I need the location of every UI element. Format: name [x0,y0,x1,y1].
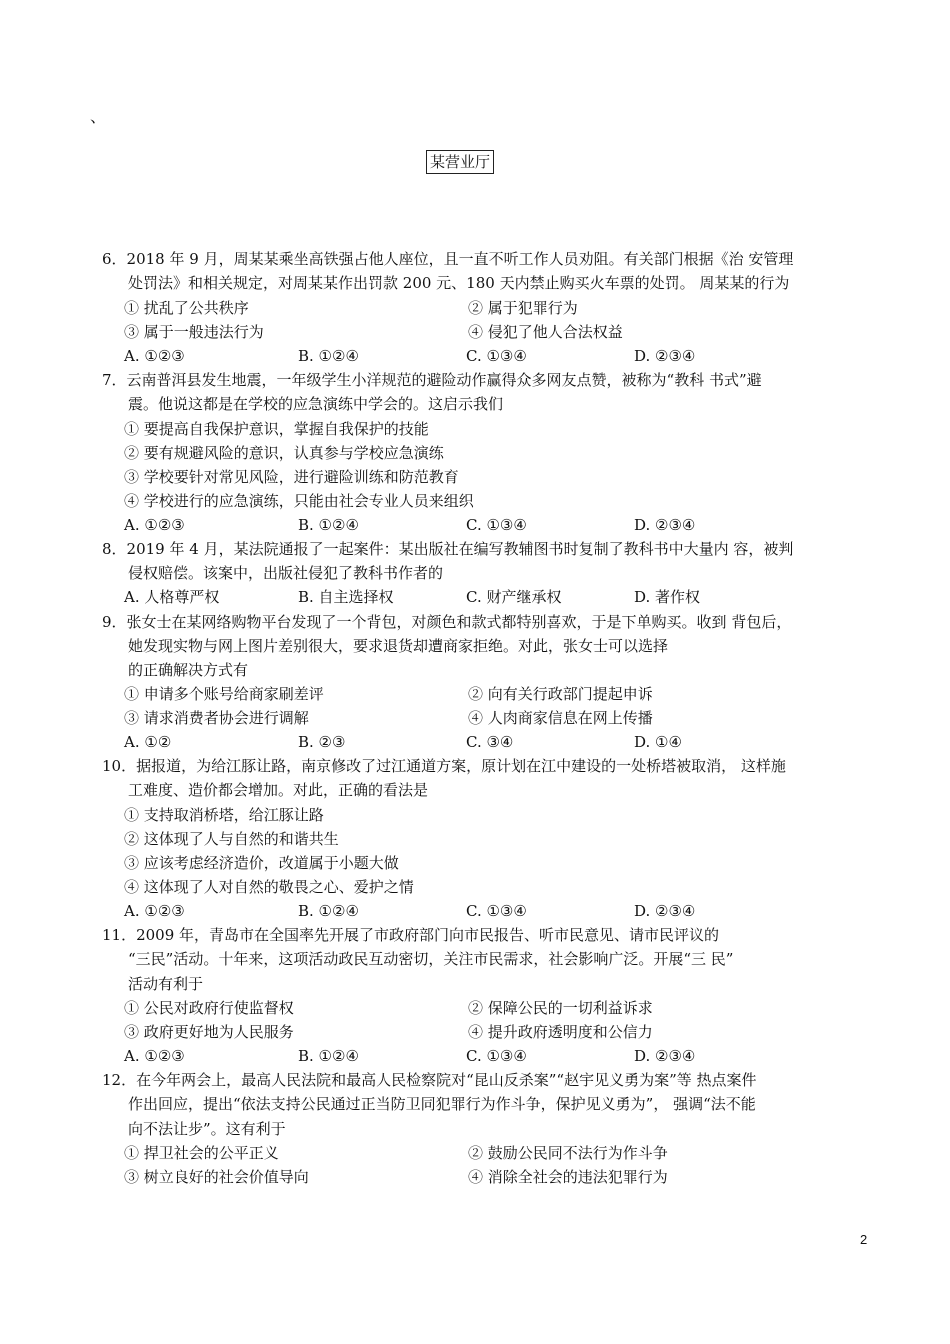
q11-stem-line1: 11．2009 年，青岛市在全国率先开展了市政府部门向市民报告、听市民意见、请市民评议的 [102,926,720,944]
q7-stem-line1: 7．云南普洱县发生地震，一年级学生小洋规范的避险动作赢得众多网友点赞，被称为“教科 书式”避 [102,371,762,389]
q11-option-3: ③ 政府更好地为人民服务 [124,1023,294,1041]
q7-option-1: ① 要提高自我保护意识，掌握自我保护的技能 [124,420,429,438]
q7-option-3: ③ 学校要针对常见风险，进行避险训练和防范教育 [124,468,459,486]
q7-option-4: ④ 学校进行的应急演练，只能由社会专业人员来组织 [124,492,474,510]
q10-answer-a: A. ①②③ [124,902,185,920]
q7-answer-b: B. ①②④ [298,516,359,534]
q11-stem-line3: 活动有利于 [128,975,204,993]
q6-option-2: ② 属于犯罪行为 [468,299,578,317]
q10-answer-d: D. ②③④ [634,902,696,920]
q7-stem-line2: 震。他说这都是在学校的应急演练中学会的。这启示我们 [128,395,504,413]
q6-stem-line1: 6．2018 年 9 月，周某某乘坐高铁强占他人座位，且一直不听工作人员劝阻。有关部门根据《治 安管理 [102,250,794,268]
q6-answer-a: A. ①②③ [124,347,185,365]
q11-answer-b: B. ①②④ [298,1047,359,1065]
q6-answer-c: C. ①③④ [466,347,527,365]
q9-option-1: ① 申请多个账号给商家刷差评 [124,685,324,703]
corner-mark: 、 [90,107,107,126]
q11-answer-c: C. ①③④ [466,1047,527,1065]
q9-option-4: ④ 人肉商家信息在网上传播 [468,709,653,727]
q9-stem-line2: 她发现实物与网上图片差别很大，要求退货却遭商家拒绝。对此，张女士可以选择 [128,637,669,655]
q7-answer-c: C. ①③④ [466,516,527,534]
q12-option-2: ② 鼓励公民同不法行为作斗争 [468,1144,668,1162]
q10-option-1: ① 支持取消桥塔，给江豚让路 [124,806,324,824]
q9-stem-line3: 的正确解决方式有 [128,661,249,679]
q8-answer-c: C. 财产继承权 [466,588,562,606]
q12-option-4: ④ 消除全社会的违法犯罪行为 [468,1168,668,1186]
q12-option-3: ③ 树立良好的社会价值导向 [124,1168,309,1186]
q12-option-1: ① 捍卫社会的公平正义 [124,1144,279,1162]
q8-answer-b: B. 自主选择权 [298,588,394,606]
q8-stem-line1: 8．2019 年 4 月，某法院通报了一起案件：某出版社在编写教辅图书时复制了教科书中大量内 容，被判 [102,540,794,558]
q10-answer-c: C. ①③④ [466,902,527,920]
q10-stem-line2: 工难度、造价都会增加。对此，正确的看法是 [128,781,429,799]
boxed-title: 某营业厅 [426,150,494,174]
q10-option-2: ② 这体现了人与自然的和谐共生 [124,830,339,848]
q9-answer-b: B. ②③ [298,733,346,751]
q7-option-2: ② 要有规避风险的意识，认真参与学校应急演练 [124,444,444,462]
q10-stem-line1: 10．据报道，为给江豚让路，南京修改了过江通道方案，原计划在江中建设的一处桥塔被取消， 这样施 [102,757,786,775]
q6-option-4: ④ 侵犯了他人合法权益 [468,323,623,341]
q7-answer-a: A. ①②③ [124,516,185,534]
q8-stem-line2: 侵权赔偿。该案中，出版社侵犯了教科书作者的 [128,564,444,582]
q6-stem-line2: 处罚法》和相关规定，对周某某作出罚款 200 元、180 天内禁止购买火车票的处罚。 周某某的行为 [128,274,790,292]
q9-answer-c: C. ③④ [466,733,514,751]
q9-answer-a: A. ①② [124,733,172,751]
q9-option-3: ③ 请求消费者协会进行调解 [124,709,309,727]
page-number: 2 [860,1232,868,1247]
q9-option-2: ② 向有关行政部门提起申诉 [468,685,653,703]
q9-stem-line1: 9．张女士在某网络购物平台发现了一个背包，对颜色和款式都特别喜欢，于是下单购买。收到 背包后， [102,613,792,631]
q12-stem-line2: 作出回应，提出“依法支持公民通过正当防卫同犯罪行为作斗争，保护见义勇为”， 强调“法不能 [128,1095,756,1113]
q11-stem-line2: “三民”活动。十年来，这项活动政民互动密切，关注市民需求，社会影响广泛。开展“三 民” [128,950,734,968]
q12-stem-line3: 向不法让步”。这有利于 [128,1120,286,1138]
q8-answer-d: D. 著作权 [634,588,701,606]
q11-answer-a: A. ①②③ [124,1047,185,1065]
q6-answer-d: D. ②③④ [634,347,696,365]
q12-stem-line1: 12．在今年两会上，最高人民法院和最高人民检察院对“昆山反杀案”“赵宇见义勇为案”等 热点案件 [102,1071,757,1089]
q10-option-4: ④ 这体现了人对自然的敬畏之心、爱护之情 [124,878,414,896]
q10-answer-b: B. ①②④ [298,902,359,920]
q6-answer-b: B. ①②④ [298,347,359,365]
q11-option-2: ② 保障公民的一切利益诉求 [468,999,653,1017]
q9-answer-d: D. ①④ [634,733,682,751]
q7-answer-d: D. ②③④ [634,516,696,534]
q10-option-3: ③ 应该考虑经济造价，改道属于小题大做 [124,854,399,872]
q11-answer-d: D. ②③④ [634,1047,696,1065]
q11-option-4: ④ 提升政府透明度和公信力 [468,1023,653,1041]
q6-option-3: ③ 属于一般违法行为 [124,323,264,341]
q11-option-1: ① 公民对政府行使监督权 [124,999,294,1017]
q6-option-1: ① 扰乱了公共秩序 [124,299,249,317]
q8-answer-a: A. 人格尊严权 [124,588,220,606]
